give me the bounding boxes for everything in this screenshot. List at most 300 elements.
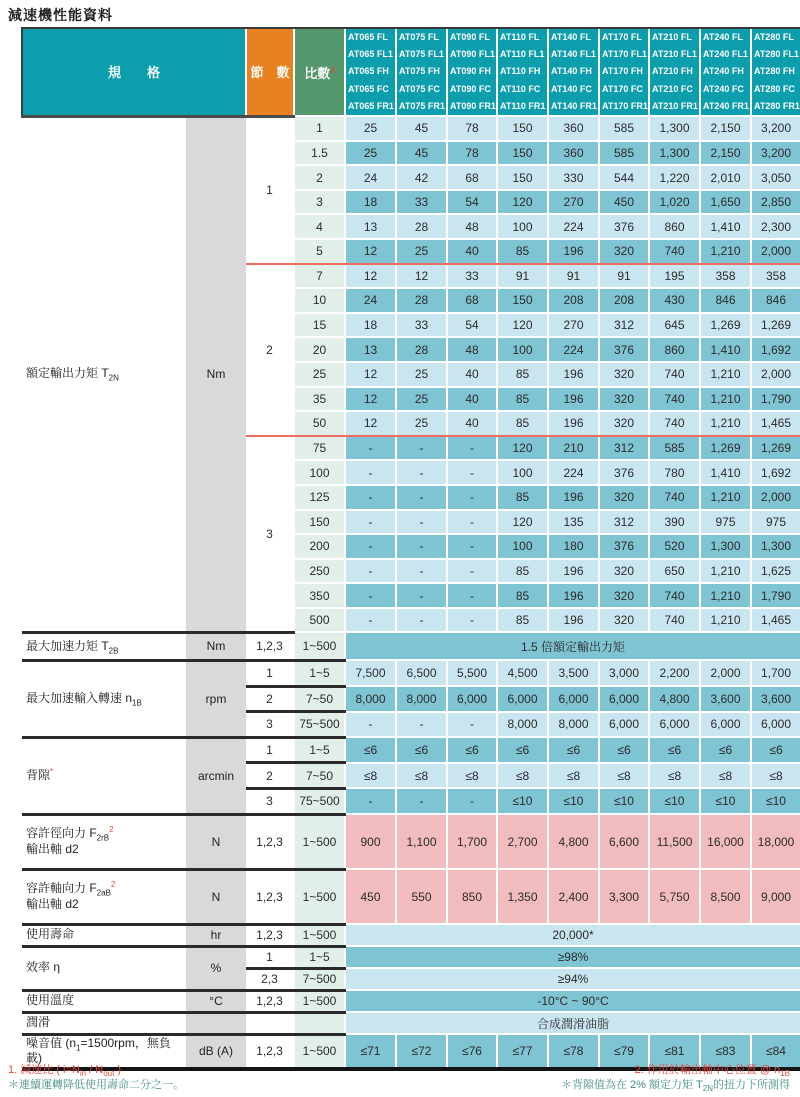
value-cell: 1,210 bbox=[700, 485, 751, 510]
value-cell: 120 bbox=[497, 436, 548, 461]
footnotes bbox=[8, 1063, 790, 1093]
permissible_axial_force-label: 容許軸向力 $F_{2aB}^2$ 輸出軸 d2 bbox=[22, 869, 186, 924]
ratio-cell: 20 bbox=[294, 337, 345, 362]
value-cell: 1,410 bbox=[700, 460, 751, 485]
value-cell: ≤10 bbox=[548, 788, 599, 814]
value-cell: 846 bbox=[700, 288, 751, 313]
value-cell: 1,650 bbox=[700, 190, 751, 215]
value-cell: 208 bbox=[548, 288, 599, 313]
value-cell: 91 bbox=[599, 264, 649, 289]
ratio-cell: 1~500 bbox=[294, 632, 345, 660]
value-cell: 12 bbox=[345, 387, 396, 412]
value-cell: - bbox=[396, 460, 447, 485]
model-name: AT110 FL bbox=[500, 32, 540, 42]
value-cell: - bbox=[447, 608, 497, 633]
value-cell: 975 bbox=[700, 510, 751, 535]
value-cell: 180 bbox=[548, 534, 599, 559]
ratio-cell: 75~500 bbox=[294, 712, 345, 738]
value-cell: 33 bbox=[396, 190, 447, 215]
value-cell: 40 bbox=[447, 387, 497, 412]
value-cell: 28 bbox=[396, 288, 447, 313]
ratio-footnote-marker: 1 bbox=[330, 65, 335, 75]
value-cell: 1,210 bbox=[700, 411, 751, 436]
value-cell: ≤6 bbox=[396, 737, 447, 763]
max_accel_torque-label: 最大加速力矩 $T_{2B}$ bbox=[22, 632, 186, 660]
value-cell: ≤10 bbox=[497, 788, 548, 814]
value-cell: 376 bbox=[599, 460, 649, 485]
value-cell: 25 bbox=[396, 411, 447, 436]
model-name: AT240 FL bbox=[703, 32, 743, 42]
ratio-cell: 3 bbox=[294, 190, 345, 215]
value-cell: 85 bbox=[497, 362, 548, 387]
value-cell: 1,465 bbox=[751, 608, 800, 633]
backlash-label: 背隙* bbox=[22, 737, 186, 814]
value-cell: ≤6 bbox=[751, 737, 800, 763]
value-cell: 224 bbox=[548, 460, 599, 485]
value-cell: ≤10 bbox=[700, 788, 751, 814]
model-name: AT210 FH bbox=[652, 66, 693, 77]
value-cell: 196 bbox=[548, 362, 599, 387]
value-cell: 85 bbox=[497, 608, 548, 633]
value-cell: 2,200 bbox=[649, 660, 700, 686]
table-row bbox=[22, 116, 800, 141]
model-name: AT280 FC bbox=[754, 83, 795, 94]
value-cell: 120 bbox=[497, 510, 548, 535]
model-name: AT280 FL1 bbox=[754, 49, 799, 60]
model-name: AT280 FL bbox=[754, 32, 794, 42]
value-cell: - bbox=[447, 559, 497, 584]
permissible_radial_force-label-line2: 輸出軸 d2 bbox=[26, 841, 79, 856]
value-cell: 3,050 bbox=[751, 165, 800, 190]
table-row bbox=[22, 632, 800, 660]
ratio-cell: 1.5 bbox=[294, 141, 345, 166]
value-cell: 900 bbox=[345, 814, 396, 869]
value-cell: 196 bbox=[548, 485, 599, 510]
value-cell: 8,000 bbox=[548, 712, 599, 738]
value-cell: 85 bbox=[497, 387, 548, 412]
merged-value-cell: -10°C ~ 90°C bbox=[345, 990, 800, 1012]
value-cell: ≤6 bbox=[649, 737, 700, 763]
ratio-cell: 10 bbox=[294, 288, 345, 313]
model-name: AT075 FL bbox=[399, 32, 439, 42]
value-cell: 585 bbox=[599, 141, 649, 166]
stage-cell: 1 bbox=[246, 660, 294, 686]
merged-value-cell: 20,000* bbox=[345, 924, 800, 946]
unit-cell: % bbox=[186, 946, 246, 990]
table-row bbox=[22, 660, 800, 686]
value-cell: 360 bbox=[548, 141, 599, 166]
value-cell: 1,410 bbox=[700, 214, 751, 239]
value-cell: 18 bbox=[345, 190, 396, 215]
value-cell: 1,210 bbox=[700, 362, 751, 387]
unit-cell: arcmin bbox=[186, 737, 246, 814]
value-cell: 208 bbox=[599, 288, 649, 313]
stage-cell: 1,2,3 bbox=[246, 990, 294, 1012]
footnote-row-2 bbox=[8, 1078, 790, 1093]
value-cell: 18 bbox=[345, 313, 396, 338]
efficiency-label: 效率 η bbox=[22, 946, 186, 990]
value-cell: ≤79 bbox=[599, 1034, 649, 1069]
model-header-cell bbox=[345, 28, 396, 116]
value-cell: 4,800 bbox=[649, 686, 700, 712]
value-cell: 320 bbox=[599, 583, 649, 608]
value-cell: 2,000 bbox=[751, 362, 800, 387]
value-cell: - bbox=[396, 510, 447, 535]
value-cell: 650 bbox=[649, 559, 700, 584]
value-cell: 1,790 bbox=[751, 583, 800, 608]
ratio-cell: 250 bbox=[294, 559, 345, 584]
model-name: AT090 FR1 bbox=[450, 100, 496, 111]
value-cell: ≤8 bbox=[751, 763, 800, 789]
model-name: AT170 FC bbox=[602, 83, 643, 94]
value-cell: 28 bbox=[396, 214, 447, 239]
value-cell: ≤84 bbox=[751, 1034, 800, 1069]
value-cell: - bbox=[345, 534, 396, 559]
value-cell: 320 bbox=[599, 411, 649, 436]
unit-cell: N bbox=[186, 869, 246, 924]
ratio-cell: 1~500 bbox=[294, 869, 345, 924]
value-cell: 6,600 bbox=[599, 814, 649, 869]
value-cell: 196 bbox=[548, 608, 599, 633]
value-cell: 1,410 bbox=[700, 337, 751, 362]
value-cell: 25 bbox=[396, 239, 447, 264]
stage-cell: 2 bbox=[246, 763, 294, 789]
operating_temperature-label: 使用溫度 bbox=[22, 990, 186, 1012]
model-header-cell bbox=[599, 28, 649, 116]
stage-cell bbox=[246, 1012, 294, 1034]
value-cell: 1,269 bbox=[751, 436, 800, 461]
value-cell: 3,300 bbox=[599, 869, 649, 924]
value-cell: 5,750 bbox=[649, 869, 700, 924]
value-cell: 740 bbox=[649, 387, 700, 412]
value-cell: 13 bbox=[345, 337, 396, 362]
value-cell: 18,000 bbox=[751, 814, 800, 869]
model-name: AT090 FC bbox=[450, 83, 491, 94]
value-cell: ≤6 bbox=[700, 737, 751, 763]
value-cell: 585 bbox=[599, 116, 649, 141]
merged-value-cell: ≥94% bbox=[345, 968, 800, 990]
value-cell: 850 bbox=[447, 869, 497, 924]
value-cell: 2,700 bbox=[497, 814, 548, 869]
value-cell: 196 bbox=[548, 239, 599, 264]
value-cell: 8,000 bbox=[497, 712, 548, 738]
value-cell: 2,000 bbox=[751, 239, 800, 264]
value-cell: 4,500 bbox=[497, 660, 548, 686]
value-cell: 6,000 bbox=[649, 712, 700, 738]
value-cell: - bbox=[447, 510, 497, 535]
value-cell: 33 bbox=[447, 264, 497, 289]
model-name: AT065 FL1 bbox=[348, 49, 393, 60]
value-cell: - bbox=[447, 788, 497, 814]
value-cell: 6,000 bbox=[700, 712, 751, 738]
value-cell: - bbox=[345, 788, 396, 814]
value-cell: 78 bbox=[447, 141, 497, 166]
value-cell: ≤6 bbox=[345, 737, 396, 763]
ratio-cell: 75~500 bbox=[294, 788, 345, 814]
value-cell: 150 bbox=[497, 165, 548, 190]
value-cell: 312 bbox=[599, 436, 649, 461]
ratio-cell: 50 bbox=[294, 411, 345, 436]
value-cell: ≤8 bbox=[548, 763, 599, 789]
value-cell: 195 bbox=[649, 264, 700, 289]
value-cell: 740 bbox=[649, 583, 700, 608]
stage-cell: 1,2,3 bbox=[246, 814, 294, 869]
model-name: AT110 FR1 bbox=[500, 100, 546, 111]
value-cell: 320 bbox=[599, 362, 649, 387]
value-cell: 68 bbox=[447, 288, 497, 313]
value-cell: ≤8 bbox=[345, 763, 396, 789]
ratio-cell: 1~5 bbox=[294, 737, 345, 763]
model-header-cell bbox=[447, 28, 497, 116]
value-cell: 24 bbox=[345, 288, 396, 313]
value-cell: - bbox=[396, 436, 447, 461]
value-cell: 430 bbox=[649, 288, 700, 313]
table-row bbox=[22, 1012, 800, 1034]
value-cell: - bbox=[396, 583, 447, 608]
model-name: AT140 FL bbox=[551, 32, 591, 42]
ratio-cell bbox=[294, 1012, 345, 1034]
value-cell: 2,000 bbox=[751, 485, 800, 510]
value-cell: 33 bbox=[396, 313, 447, 338]
ratio-cell: 5 bbox=[294, 239, 345, 264]
value-cell: 2,010 bbox=[700, 165, 751, 190]
value-cell: 376 bbox=[599, 337, 649, 362]
value-cell: 85 bbox=[497, 583, 548, 608]
value-cell: 740 bbox=[649, 608, 700, 633]
value-cell: 645 bbox=[649, 313, 700, 338]
merged-value-cell: 合成潤滑油脂 bbox=[345, 1012, 800, 1034]
value-cell: 860 bbox=[649, 214, 700, 239]
value-cell: 1,350 bbox=[497, 869, 548, 924]
ratio-cell: 15 bbox=[294, 313, 345, 338]
value-cell: 360 bbox=[548, 116, 599, 141]
merged-value-cell: 1.5 倍額定輸出力矩 bbox=[345, 632, 800, 660]
model-name: AT075 FR1 bbox=[399, 100, 445, 111]
value-cell: 1,700 bbox=[751, 660, 800, 686]
value-cell: ≤71 bbox=[345, 1034, 396, 1069]
value-cell: - bbox=[396, 712, 447, 738]
model-name: AT240 FR1 bbox=[703, 100, 749, 111]
value-cell: ≤83 bbox=[700, 1034, 751, 1069]
value-cell: 1,692 bbox=[751, 337, 800, 362]
value-cell: 1,465 bbox=[751, 411, 800, 436]
service_life-label: 使用壽命 bbox=[22, 924, 186, 946]
value-cell: 8,000 bbox=[396, 686, 447, 712]
value-cell: ≤6 bbox=[447, 737, 497, 763]
model-name: AT140 FL1 bbox=[551, 49, 596, 60]
value-cell: 68 bbox=[447, 165, 497, 190]
model-name: AT140 FC bbox=[551, 83, 592, 94]
stage-cell: 1,2,3 bbox=[246, 869, 294, 924]
value-cell: 28 bbox=[396, 337, 447, 362]
value-cell: 45 bbox=[396, 141, 447, 166]
value-cell: 1,210 bbox=[700, 583, 751, 608]
value-cell: 54 bbox=[447, 190, 497, 215]
value-cell: 150 bbox=[497, 288, 548, 313]
unit-cell bbox=[186, 1012, 246, 1034]
value-cell: 1,210 bbox=[700, 239, 751, 264]
model-name: AT110 FH bbox=[500, 66, 541, 77]
value-cell: 1,625 bbox=[751, 559, 800, 584]
value-cell: 25 bbox=[345, 141, 396, 166]
value-cell: 78 bbox=[447, 116, 497, 141]
permissible_axial_force-label-line2: 輸出軸 d2 bbox=[26, 896, 79, 911]
model-name: AT140 FH bbox=[551, 66, 592, 77]
rated-torque-label: 額定輸出力矩 $T_{2N}$ bbox=[22, 116, 186, 632]
value-cell: - bbox=[447, 460, 497, 485]
model-name: AT090 FL1 bbox=[450, 49, 495, 60]
value-cell: 1,100 bbox=[396, 814, 447, 869]
noise_level-label: 噪音值 ($n_1=1500rpm$，無負載) bbox=[22, 1034, 186, 1069]
ratio-cell: 1 bbox=[294, 116, 345, 141]
value-cell: 12 bbox=[396, 264, 447, 289]
value-cell: 1,300 bbox=[649, 141, 700, 166]
model-name: AT170 FL bbox=[602, 32, 642, 42]
value-cell: ≤8 bbox=[497, 763, 548, 789]
value-cell: 550 bbox=[396, 869, 447, 924]
model-header-cell bbox=[649, 28, 700, 116]
value-cell: 24 bbox=[345, 165, 396, 190]
value-cell: 740 bbox=[649, 485, 700, 510]
value-cell: 780 bbox=[649, 460, 700, 485]
value-cell: - bbox=[345, 460, 396, 485]
footnote-backlash-measurement: ＊背隙值為在 2% 額定力矩 $T_{2N}$的扭力下所測得 bbox=[560, 1079, 790, 1094]
value-cell: ≤6 bbox=[497, 737, 548, 763]
ratio-cell: 35 bbox=[294, 387, 345, 412]
value-cell: 2,000 bbox=[700, 660, 751, 686]
value-cell: 740 bbox=[649, 239, 700, 264]
value-cell: ≤8 bbox=[447, 763, 497, 789]
model-name: AT240 FH bbox=[703, 66, 744, 77]
value-cell: 2,300 bbox=[751, 214, 800, 239]
model-name: AT090 FH bbox=[450, 66, 491, 77]
value-cell: - bbox=[447, 534, 497, 559]
value-cell: 1,300 bbox=[751, 534, 800, 559]
value-cell: 85 bbox=[497, 411, 548, 436]
unit-cell: °C bbox=[186, 990, 246, 1012]
ratio-cell: 25 bbox=[294, 362, 345, 387]
table-row bbox=[22, 737, 800, 763]
spec-header-label: 規 格 bbox=[108, 65, 161, 81]
value-cell: 390 bbox=[649, 510, 700, 535]
value-cell: 25 bbox=[396, 362, 447, 387]
value-cell: - bbox=[447, 712, 497, 738]
stage-cell: 1,2,3 bbox=[246, 1034, 294, 1069]
footnote-continuous-operation: ＊連續運轉降低使用壽命二分之一。 bbox=[8, 1079, 184, 1091]
value-cell: 1,220 bbox=[649, 165, 700, 190]
value-cell: 2,150 bbox=[700, 116, 751, 141]
value-cell: 2,150 bbox=[700, 141, 751, 166]
value-cell: 6,500 bbox=[396, 660, 447, 686]
value-cell: 196 bbox=[548, 583, 599, 608]
value-cell: 4,800 bbox=[548, 814, 599, 869]
value-cell: 42 bbox=[396, 165, 447, 190]
value-cell: 860 bbox=[649, 337, 700, 362]
table-row bbox=[22, 814, 800, 869]
footnote-reduction-ratio: 1. 減速比 ( $i=N_{in} / N_{out}$ ) bbox=[8, 1064, 122, 1079]
model-name: AT210 FR1 bbox=[652, 100, 698, 111]
ratio-cell: 200 bbox=[294, 534, 345, 559]
value-cell: 11,500 bbox=[649, 814, 700, 869]
model-name: AT240 FL1 bbox=[703, 49, 748, 60]
value-cell: 40 bbox=[447, 362, 497, 387]
ratio-cell: 1~500 bbox=[294, 924, 345, 946]
value-cell: ≤10 bbox=[649, 788, 700, 814]
ratio-cell: 125 bbox=[294, 485, 345, 510]
value-cell: 8,000 bbox=[345, 686, 396, 712]
table-header-row bbox=[22, 28, 800, 116]
value-cell: - bbox=[447, 485, 497, 510]
value-cell: 8,500 bbox=[700, 869, 751, 924]
value-cell: ≤10 bbox=[599, 788, 649, 814]
model-name: AT170 FH bbox=[602, 66, 643, 77]
value-cell: 100 bbox=[497, 214, 548, 239]
value-cell: 3,000 bbox=[599, 660, 649, 686]
model-name: AT110 FL1 bbox=[500, 49, 545, 60]
value-cell: - bbox=[396, 788, 447, 814]
value-cell: 40 bbox=[447, 411, 497, 436]
stage-cell: 3 bbox=[246, 436, 294, 633]
value-cell: 358 bbox=[751, 264, 800, 289]
value-cell: 6,000 bbox=[599, 712, 649, 738]
stage-cell: 3 bbox=[246, 788, 294, 814]
footnote-row-1 bbox=[8, 1063, 790, 1078]
value-cell: ≤76 bbox=[447, 1034, 497, 1069]
value-cell: 120 bbox=[497, 313, 548, 338]
model-header-cell bbox=[497, 28, 548, 116]
performance-spec-table bbox=[21, 27, 800, 1071]
value-cell: - bbox=[345, 485, 396, 510]
ratio-cell: 500 bbox=[294, 608, 345, 633]
model-name: AT280 FR1 bbox=[754, 100, 800, 111]
model-name: AT170 FL1 bbox=[602, 49, 647, 60]
value-cell: 1,020 bbox=[649, 190, 700, 215]
value-cell: 450 bbox=[599, 190, 649, 215]
value-cell: 85 bbox=[497, 485, 548, 510]
value-cell: - bbox=[345, 608, 396, 633]
ratio-cell: 7~500 bbox=[294, 968, 345, 990]
value-cell: 210 bbox=[548, 436, 599, 461]
value-cell: 196 bbox=[548, 411, 599, 436]
model-header-cell bbox=[751, 28, 800, 116]
value-cell: 1,300 bbox=[700, 534, 751, 559]
ratio-cell: 4 bbox=[294, 214, 345, 239]
stage-header-label: 節 數 bbox=[250, 65, 290, 81]
unit-cell: N bbox=[186, 814, 246, 869]
value-cell: - bbox=[345, 436, 396, 461]
value-cell: ≤6 bbox=[548, 737, 599, 763]
model-name: AT280 FH bbox=[754, 66, 795, 77]
value-cell: 320 bbox=[599, 485, 649, 510]
value-cell: ≤72 bbox=[396, 1034, 447, 1069]
value-cell: 6,000 bbox=[599, 686, 649, 712]
value-cell: 846 bbox=[751, 288, 800, 313]
ratio-cell: 75 bbox=[294, 436, 345, 461]
model-name: AT110 FC bbox=[500, 83, 541, 94]
value-cell: 3,600 bbox=[751, 686, 800, 712]
footnote-output-shaft-center: 2. 作用於輸出軸中心位置 @ $n_{1B}$ bbox=[634, 1064, 790, 1079]
value-cell: 544 bbox=[599, 165, 649, 190]
value-cell: - bbox=[396, 559, 447, 584]
stage-header bbox=[246, 28, 294, 116]
ratio-cell: 7~50 bbox=[294, 686, 345, 712]
merged-value-cell: ≥98% bbox=[345, 946, 800, 968]
value-cell: 2,850 bbox=[751, 190, 800, 215]
value-cell: 224 bbox=[548, 337, 599, 362]
page-title: 減速機性能資料 bbox=[8, 7, 113, 23]
value-cell: 45 bbox=[396, 116, 447, 141]
value-cell: 12 bbox=[345, 264, 396, 289]
